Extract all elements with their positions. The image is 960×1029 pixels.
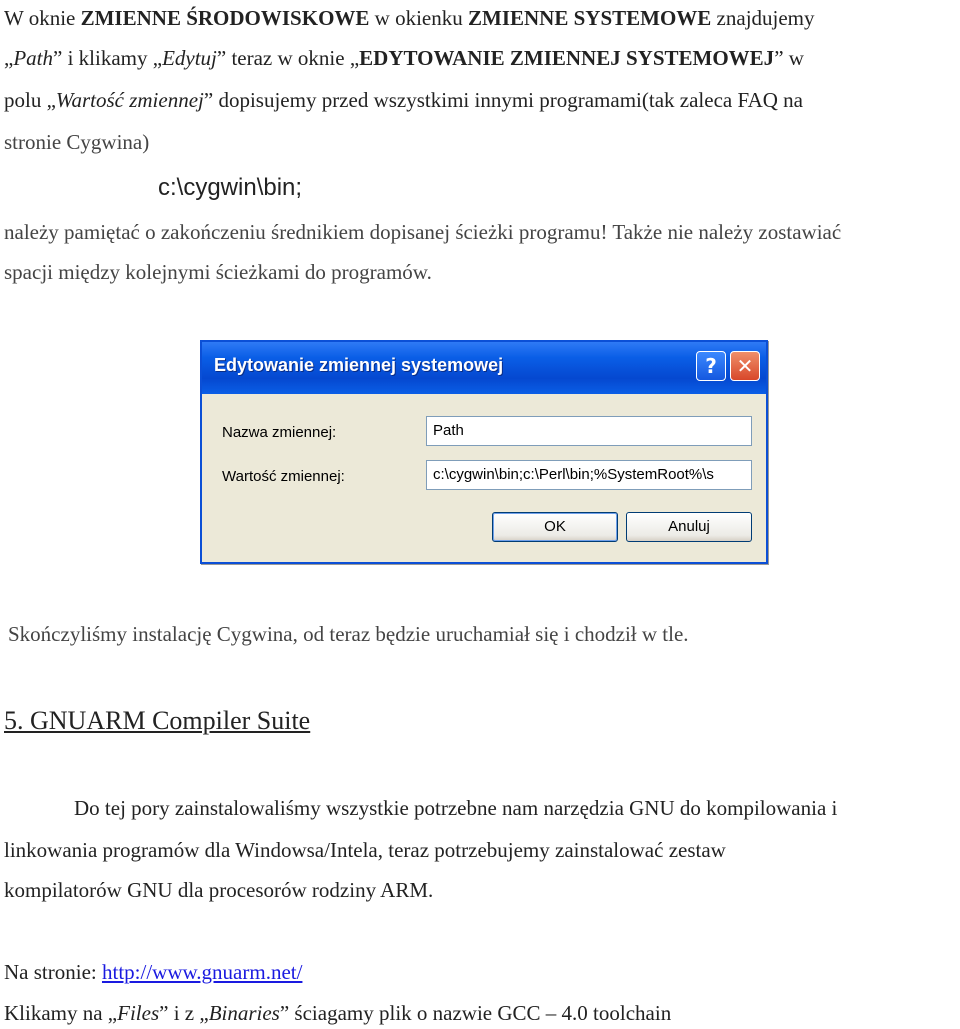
variable-name-input[interactable]: Path xyxy=(426,416,752,446)
text: ” w xyxy=(774,46,804,70)
code-path: c:\cygwin\bin; xyxy=(158,174,303,201)
site-line xyxy=(4,960,302,984)
text: Na stronie: xyxy=(4,960,102,984)
dialog-titlebar xyxy=(202,342,766,394)
text: ” i z „ xyxy=(159,1001,209,1025)
bold-text: ZMIENNE SYSTEMOWE xyxy=(468,6,712,30)
paragraph-line: należy pamiętać o zakończeniu średnikiem dopisanej ścieżki programu! Także nie należy zostawiać xyxy=(4,220,842,244)
italic-text: Edytuj xyxy=(162,46,217,70)
text: „ xyxy=(4,46,14,70)
italic-text: Path xyxy=(13,46,53,70)
cancel-button[interactable]: Anuluj xyxy=(626,512,752,542)
text: ” dopisujemy przed wszystkimi innymi programami(tak zaleca FAQ na xyxy=(203,88,803,112)
italic-text: Binaries xyxy=(208,1001,280,1025)
paragraph-line: stronie Cygwina) xyxy=(4,130,150,154)
text: ” i klikamy „ xyxy=(53,46,163,70)
paragraph-line xyxy=(4,88,803,112)
dialog-title: Edytowanie zmiennej systemowej xyxy=(214,355,504,375)
edit-system-variable-dialog xyxy=(200,340,768,564)
paragraph-line xyxy=(4,46,804,70)
italic-text: Files xyxy=(117,1001,160,1025)
text: Klikamy na „ xyxy=(4,1001,118,1025)
text: ” ściagamy plik o nazwie GCC – 4.0 toolchain xyxy=(279,1001,672,1025)
section-heading: 5. GNUARM Compiler Suite xyxy=(4,706,311,735)
text: znajdujemy xyxy=(711,6,815,30)
paragraph-line: linkowania programów dla Windowsa/Intela, teraz potrzebujemy zainstalować zestaw xyxy=(4,838,726,862)
text: W oknie xyxy=(4,6,81,30)
ok-button[interactable]: OK xyxy=(492,512,618,542)
paragraph-line: Do tej pory zainstalowaliśmy wszystkie potrzebne nam narzędzia GNU do kompilowania i xyxy=(74,796,838,820)
paragraph-line: spacji między kolejnymi ścieżkami do programów. xyxy=(4,260,432,284)
paragraph-line xyxy=(4,6,815,30)
text: ” teraz w oknie „ xyxy=(216,46,360,70)
paragraph-line: Skończyliśmy instalację Cygwina, od teraz będzie uruchamiał się i chodził w tle. xyxy=(8,622,689,646)
text: polu „ xyxy=(4,88,56,112)
bold-text: ZMIENNE ŚRODOWISKOWE xyxy=(80,6,370,30)
italic-text: Wartość zmiennej xyxy=(55,88,204,112)
help-button[interactable]: ? xyxy=(696,351,726,381)
variable-name-label: Nazwa zmiennej: xyxy=(222,424,337,441)
variable-value-label: Wartość zmiennej: xyxy=(222,468,345,485)
close-button[interactable]: ✕ xyxy=(730,351,760,381)
paragraph-line xyxy=(4,1001,671,1025)
paragraph-line: kompilatorów GNU dla procesorów rodziny ARM. xyxy=(4,878,434,902)
text: w okienku xyxy=(369,6,468,30)
variable-value-input[interactable]: c:\cygwin\bin;c:\Perl\bin;%SystemRoot%\s xyxy=(426,460,752,490)
bold-text: EDYTOWANIE ZMIENNEJ SYSTEMOWEJ xyxy=(359,46,775,70)
gnuarm-link[interactable]: http://www.gnuarm.net/ xyxy=(101,960,303,984)
